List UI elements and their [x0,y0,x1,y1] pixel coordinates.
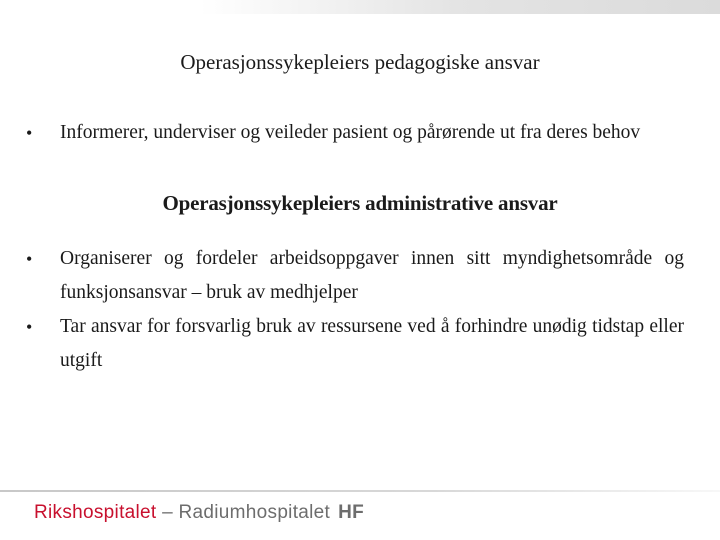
bullet-text: Tar ansvar for forsvarlig bruk av ressursene ved å forhindre unødig tidstap eller utgift [60,316,684,371]
footer-divider [0,490,720,492]
administrative-bullet-list [24,242,684,378]
list-item [24,310,684,378]
bullet-icon: • [26,317,33,337]
top-decorative-gradient [200,0,720,14]
bullet-text: Informerer, underviser og veileder pasient og pårørende ut fra deres behov [60,122,641,143]
logo-rikshospitalet: Rikshospitalet [34,502,157,523]
list-item [24,242,684,310]
section-heading-administrative: Operasjonssykepleiers administrative ansvar [162,191,558,215]
bullet-icon: • [26,249,33,269]
pedagogical-bullet-list [24,116,684,150]
logo-hf: HF [338,502,365,523]
logo-radiumhospitalet: Radiumhospitalet [178,502,331,523]
bullet-icon: • [26,123,33,143]
slide-title: Operasjonssykepleiers pedagogiske ansvar [180,50,540,74]
bullet-text: Organiserer og fordeler arbeidsoppgaver innen sitt myndighetsområde og funksjonsansvar – bruk av medhjelper [60,248,684,303]
hospital-logo [34,500,364,526]
logo-separator: – [156,502,179,523]
list-item [24,116,684,150]
